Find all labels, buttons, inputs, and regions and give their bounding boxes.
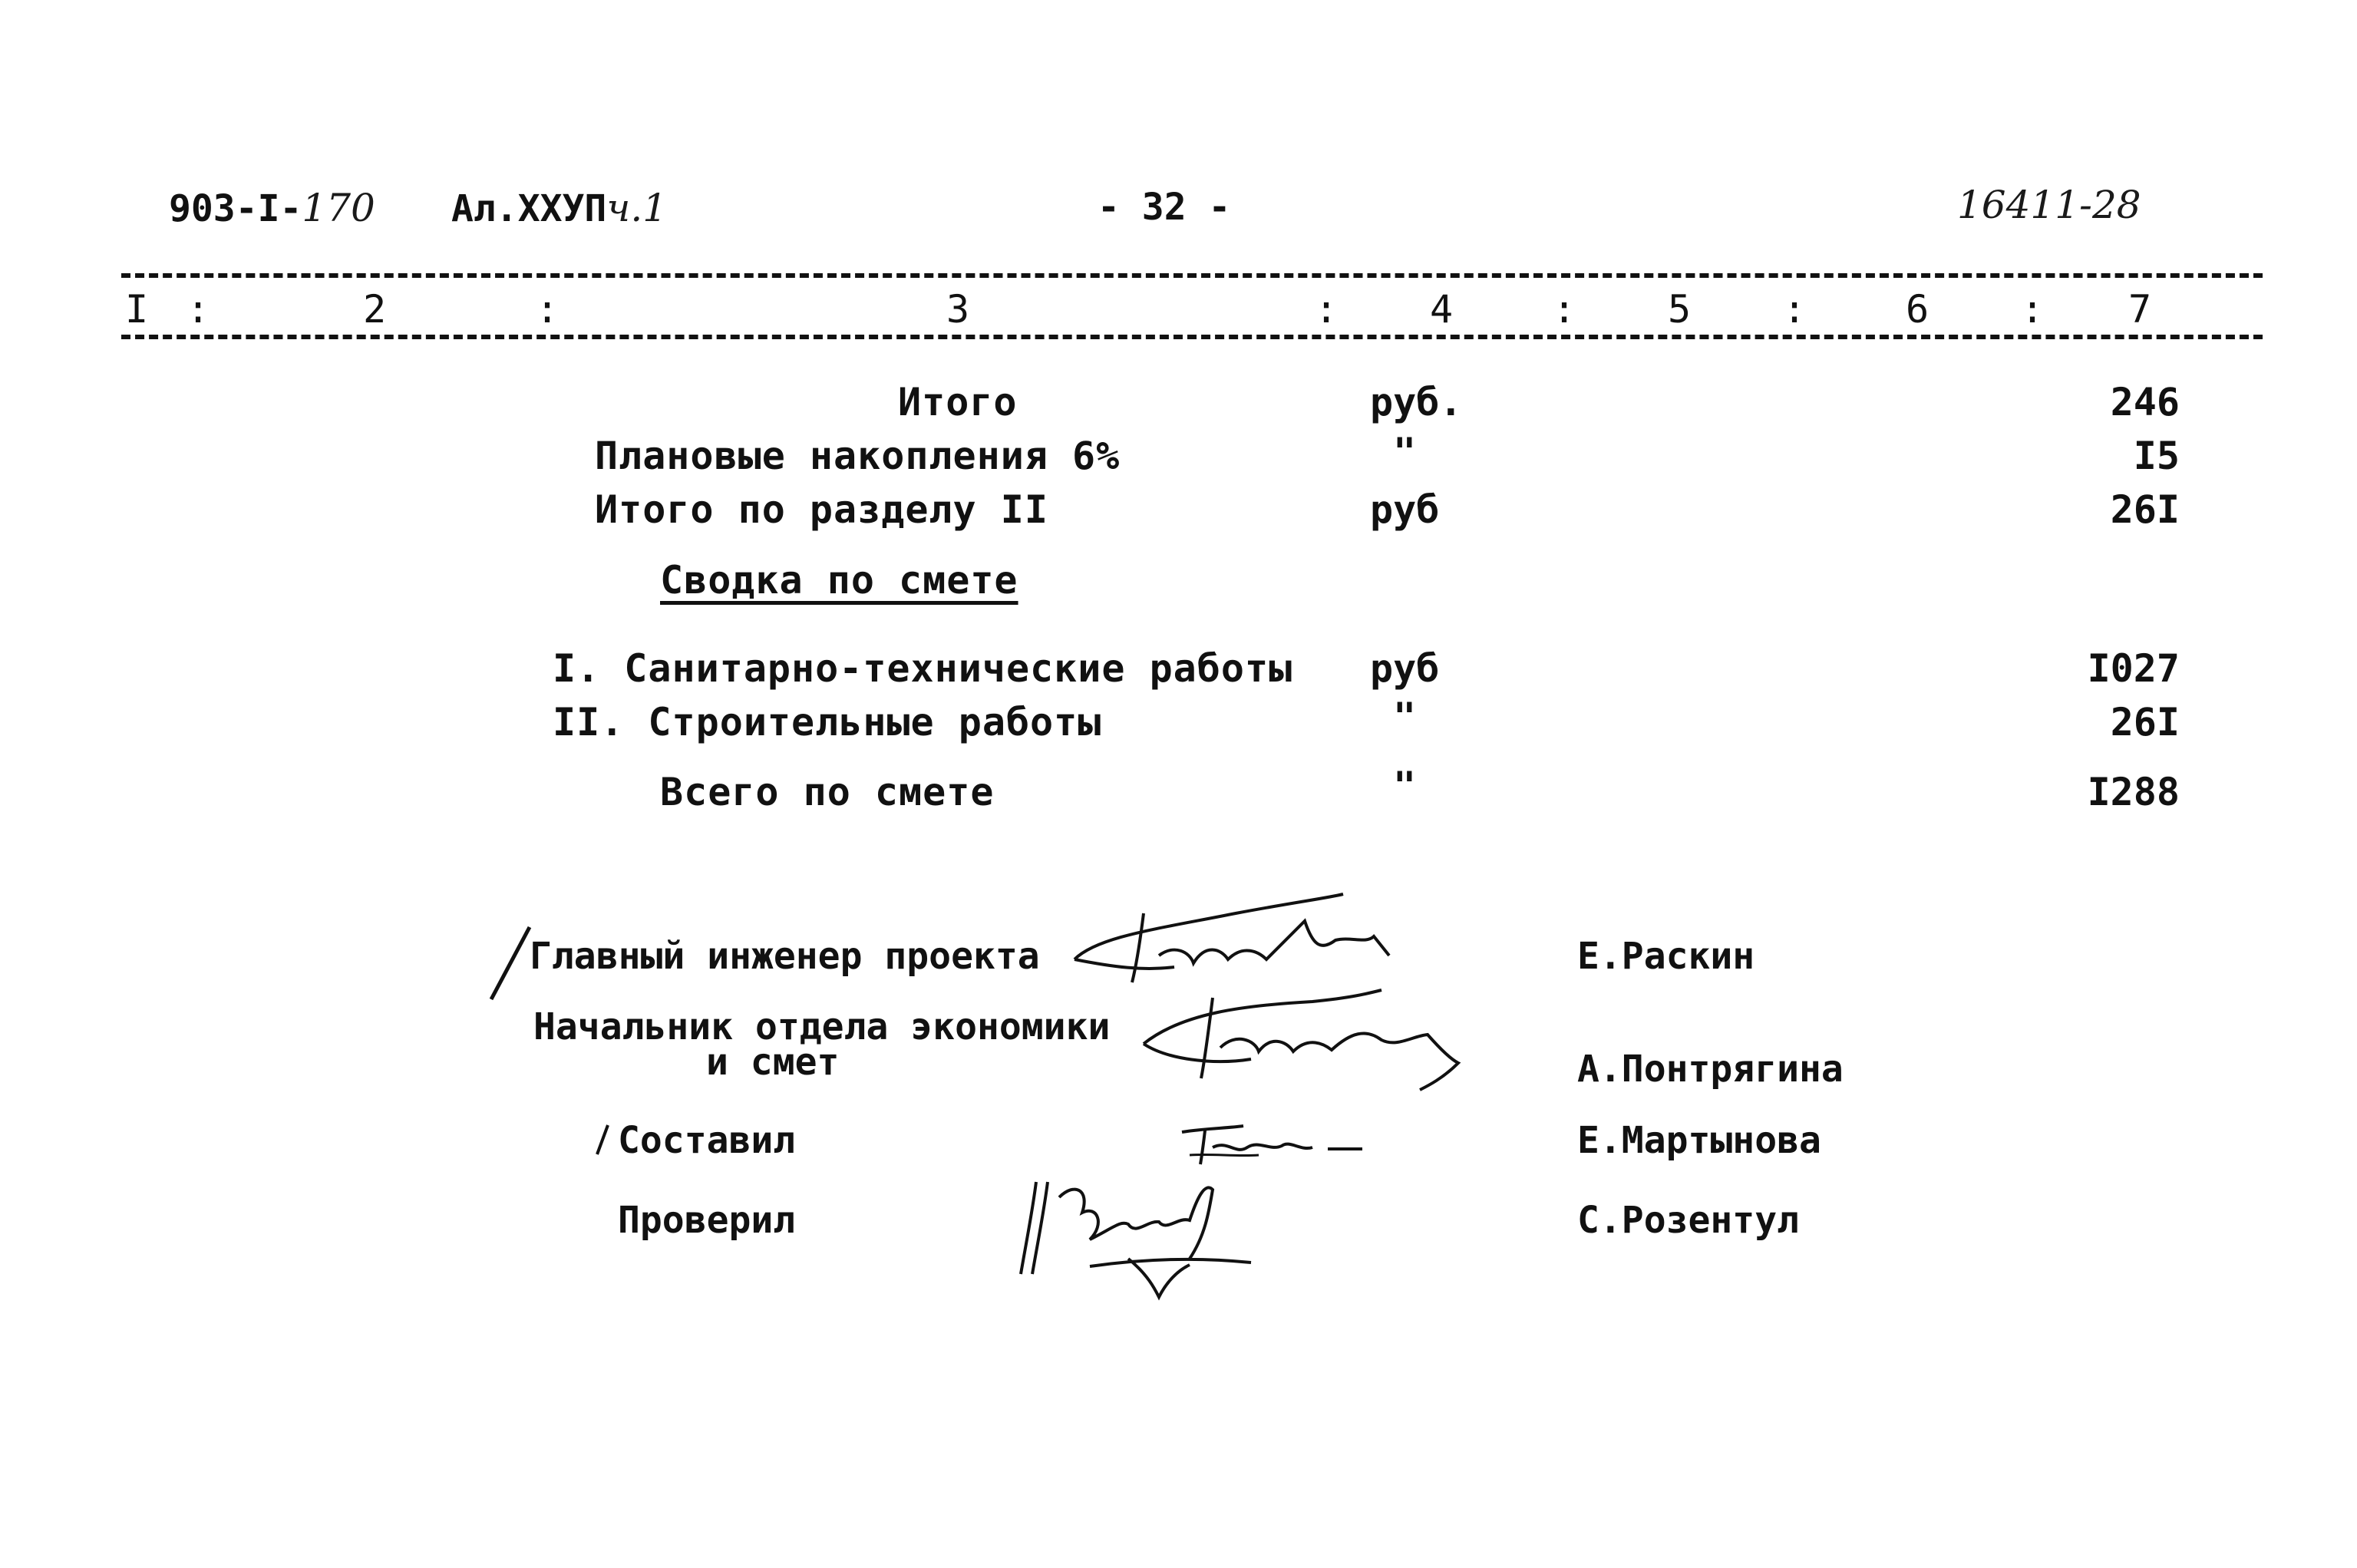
- row-value-total: 246: [2110, 380, 2180, 424]
- album-printed: Ал.XXУП: [451, 187, 607, 230]
- column-separator: :: [2020, 287, 2045, 332]
- column-separator: :: [1782, 287, 1807, 332]
- column-separator: :: [535, 287, 560, 332]
- album-handwritten: ч.1: [606, 186, 668, 230]
- document-code-handwritten: 170: [302, 186, 375, 230]
- handwritten-signature-4: [1013, 1167, 1266, 1305]
- column-row-bottom-rule: [121, 335, 2263, 339]
- document-code-printed: 903-I-: [169, 187, 302, 230]
- signature-role-chief-engineer: Главный инженер проекта: [530, 935, 1040, 978]
- signature-role-economics-head: Начальник отдела экономики: [533, 1005, 1111, 1048]
- summary-unit-sanitary: руб: [1370, 646, 1440, 691]
- row-unit-section-total: руб: [1370, 487, 1440, 532]
- margin-slash-mark: [591, 1121, 614, 1159]
- column-separator: :: [186, 287, 210, 332]
- row-label-planned-savings: Плановые накопления 6%: [595, 434, 1121, 478]
- column-number-2: 2: [362, 287, 387, 332]
- column-number-4: 4: [1429, 287, 1454, 332]
- signatory-name-compiled-by: Е.Мартынова: [1577, 1119, 1821, 1162]
- handwritten-signature-2: [1136, 975, 1474, 1098]
- signature-role-economics-head-line2: и смет: [706, 1041, 840, 1084]
- album-reference: [451, 186, 667, 230]
- summary-item-construction: II. Строительные работы: [553, 700, 1102, 744]
- summary-grand-total-value: I288: [2087, 770, 2180, 814]
- summary-item-sanitary: I. Санитарно-технические работы: [553, 646, 1293, 691]
- column-number-1: I: [124, 287, 149, 332]
- signatory-name-economics-head: А.Понтрягина: [1577, 1048, 1844, 1091]
- signature-role-checked-by: Проверил: [618, 1199, 796, 1242]
- summary-grand-total-unit: ": [1393, 764, 1417, 808]
- handwritten-signature-3: [1174, 1117, 1374, 1170]
- row-value-section-total: 26I: [2110, 487, 2180, 532]
- column-number-7: 7: [2128, 287, 2152, 332]
- signature-role-compiled-by: Составил: [618, 1119, 796, 1162]
- row-unit-planned-savings: ": [1393, 430, 1417, 474]
- column-number-row: [121, 273, 2263, 347]
- summary-value-construction: 26I: [2110, 700, 2180, 744]
- signatory-name-chief-engineer: Е.Раскин: [1577, 935, 1755, 978]
- summary-grand-total-label: Всего по смете: [660, 770, 995, 814]
- row-unit-total: руб.: [1370, 380, 1463, 424]
- page-number: - 32 -: [1098, 186, 1231, 229]
- row-value-planned-savings: I5: [2133, 434, 2180, 478]
- summary-heading: Сводка по смете: [660, 558, 1018, 602]
- column-separator: :: [1552, 287, 1576, 332]
- column-separator: :: [1314, 287, 1339, 332]
- column-row-top-rule: [121, 273, 2263, 278]
- column-number-3: 3: [946, 287, 970, 332]
- signatory-name-checked-by: С.Розентул: [1577, 1199, 1799, 1242]
- document-code: [169, 186, 375, 230]
- column-number-6: 6: [1905, 287, 1930, 332]
- row-label-total: Итого: [898, 380, 1018, 424]
- sheet-reference: 16411-28: [1957, 183, 2141, 227]
- summary-unit-construction: ": [1393, 695, 1417, 739]
- summary-value-sanitary: I027: [2087, 646, 2180, 691]
- column-number-5: 5: [1667, 287, 1692, 332]
- row-label-section-total: Итого по разделу II: [595, 487, 1048, 532]
- handwritten-signature-1: [1067, 883, 1428, 990]
